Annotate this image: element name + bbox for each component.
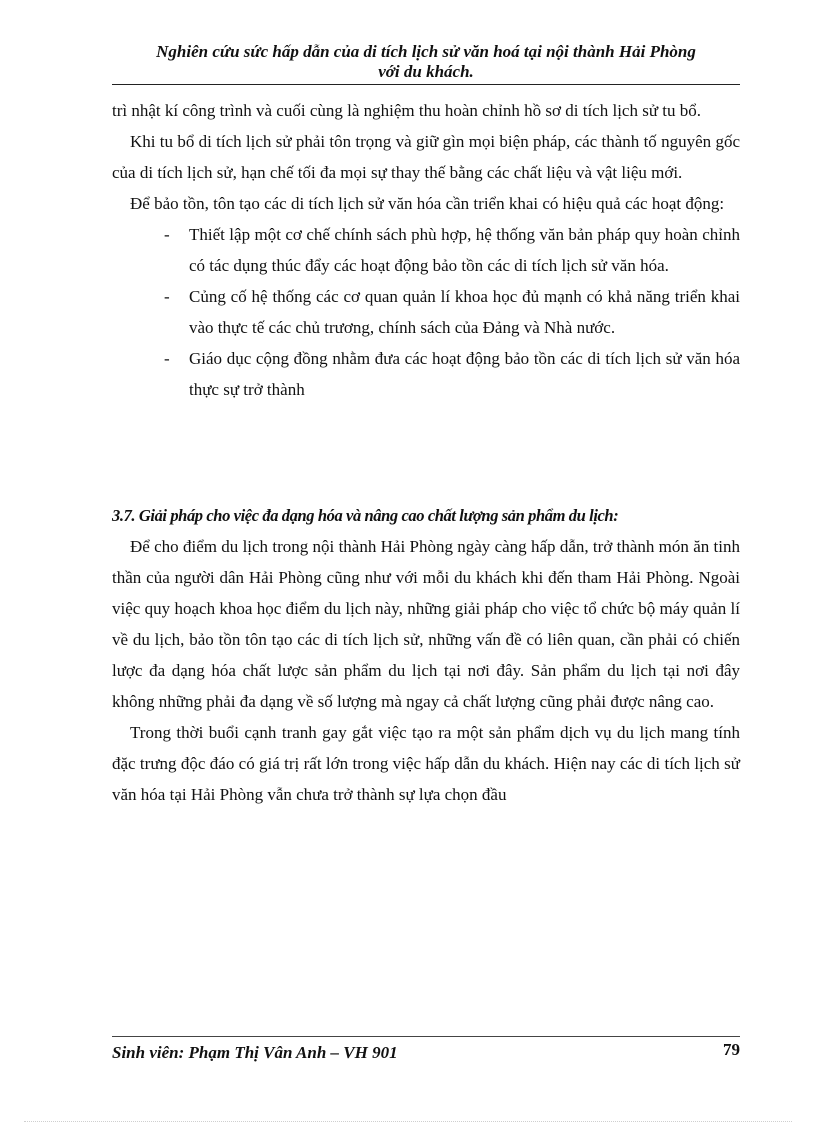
header-title-line-1: Nghiên cứu sức hấp dẫn của di tích lịch sử văn hoá tại nội thành Hải Phòng bbox=[156, 42, 696, 61]
bullet-dash: - bbox=[164, 349, 170, 368]
activities-list bbox=[112, 219, 740, 405]
footer-rule bbox=[112, 1036, 740, 1037]
header-rule bbox=[112, 84, 740, 85]
page-number: 79 bbox=[723, 1040, 740, 1059]
list-item-text: Củng cố hệ thống các cơ quan quản lí khoa học đủ mạnh có khả năng triển khai vào thực tế các chủ trương, chính sách của Đảng và Nhà nước. bbox=[189, 287, 740, 337]
paragraph-competition: Trong thời buổi cạnh tranh gay gắt việc tạo ra một sản phẩm dịch vụ du lịch mang tính đặc trưng độc đáo có giá trị rất lớn trong việc hấp dẫn du khách. Hiện nay các di tích lịch sử văn hóa tại Hải Phòng vẫn chưa trở thành sự lựa chọn đầu bbox=[112, 723, 740, 804]
paragraph-tourism-diversification: Để cho điểm du lịch trong nội thành Hải Phòng ngày càng hấp dẫn, trở thành món ăn tinh thần của người dân Hải Phòng cũng như với mỗi du khách khi đến tham Hải Phòng. Ngoài việc quy hoạch khoa học điểm du lịch này, những giải pháp cho việc tổ chức bộ máy quản lí về du lịch, bảo tồn tôn tạo các di tích lịch sử, những vấn đề có liên quan, cần phải có chiến lược đa dạng hóa chất lược sản phẩm du lịch tại nơi đây. Sản phẩm du lịch tại nơi đây không những phải đa dạng về số lượng mà ngay cả chất lượng cũng phải được nâng cao. bbox=[112, 537, 740, 711]
paragraph-continuation: trì nhật kí công trình và cuối cùng là nghiệm thu hoàn chỉnh hồ sơ di tích lịch sử tu bổ. bbox=[112, 101, 702, 120]
header-title-line-2: với du khách. bbox=[378, 62, 474, 81]
paragraph-restoration: Khi tu bổ di tích lịch sử phải tôn trọng và giữ gìn mọi biện pháp, các thành tố nguyên gốc của di tích lịch sử, hạn chế tối đa mọi sự thay thế bằng các chất liệu và vật liệu mới. bbox=[112, 132, 740, 182]
bullet-dash: - bbox=[164, 225, 170, 244]
list-item bbox=[164, 343, 740, 405]
blank-space bbox=[112, 405, 740, 500]
list-item bbox=[164, 219, 740, 281]
paragraph-activities-intro: Để bảo tồn, tôn tạo các di tích lịch sử văn hóa cần triển khai có hiệu quả các hoạt động: bbox=[130, 194, 725, 213]
list-item-text: Giáo dục cộng đồng nhằm đưa các hoạt động bảo tồn các di tích lịch sử văn hóa thực sự trở thành bbox=[189, 349, 740, 399]
document-body bbox=[112, 95, 740, 810]
list-item bbox=[164, 281, 740, 343]
section-heading: 3.7. Giải pháp cho việc đa dạng hóa và nâng cao chất lượng sản phẩm du lịch: bbox=[112, 506, 619, 525]
bullet-dash: - bbox=[164, 287, 170, 306]
footer-author: Sinh viên: Phạm Thị Vân Anh – VH 901 bbox=[112, 1043, 398, 1062]
page-edge-dotted-line bbox=[24, 1121, 792, 1122]
running-header bbox=[112, 42, 740, 82]
list-item-text: Thiết lập một cơ chế chính sách phù hợp, hệ thống văn bản pháp quy hoàn chỉnh có tác dụng thúc đẩy các hoạt động bảo tồn các di tích lịch sử văn hóa. bbox=[189, 225, 740, 275]
